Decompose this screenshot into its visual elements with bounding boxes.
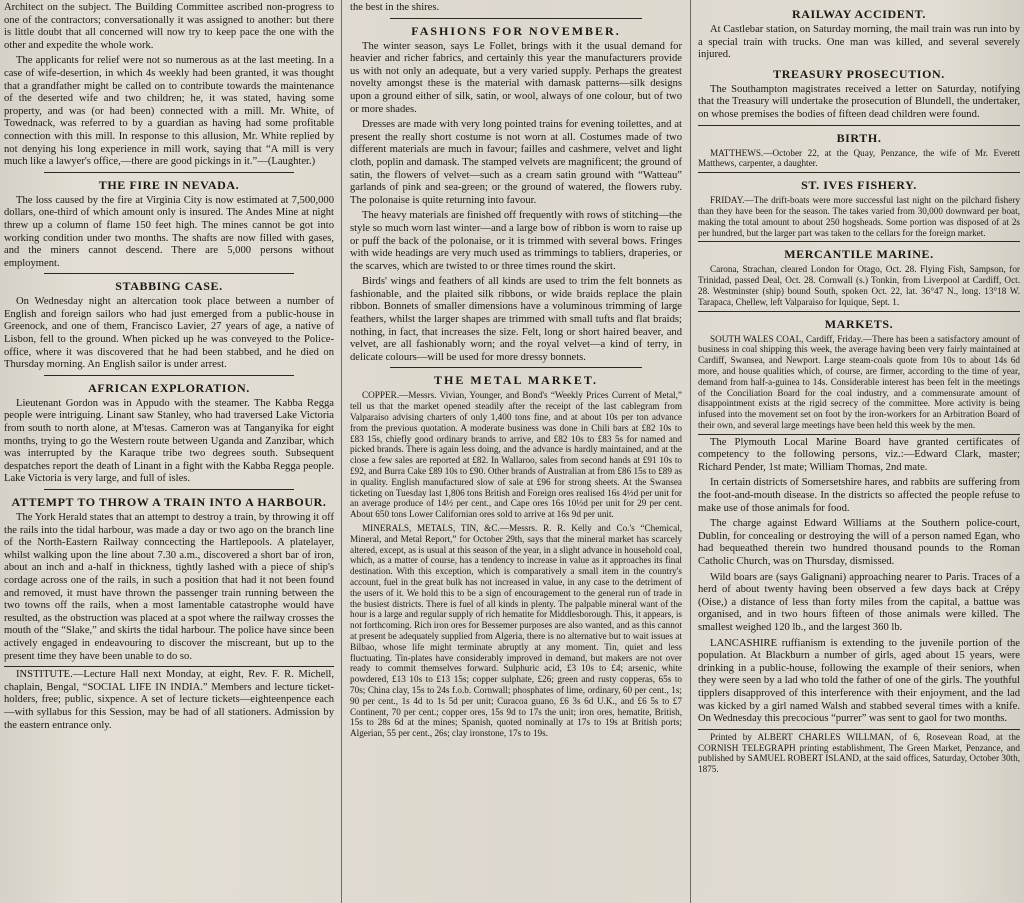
article-paragraph: The charge against Edward Williams at the Southern police-court, Dublin, for concealing or destroying the will of a person named Egan, who had bequeathed therein two hundred thousand pounds to the Roman Catholic Church, was on Thursday, dismissed. [698, 518, 1020, 568]
column-rule [690, 0, 691, 903]
article-paragraph: the best in the shires. [350, 2, 440, 13]
column-rule [341, 0, 342, 903]
article-paragraph: FRIDAY.—The drift-boats were more successful last night on the pilchard fishery than they have been for the season. The takes varied from 30,000 downward per boat, making the total amount to about 250 hogsheads. Some portion was disposed of at 2s per hundred, but the larger part was taken to the cellars for the foreign market. [698, 195, 1020, 238]
article-heading: BIRTH. [836, 130, 882, 145]
article-heading: ST. IVES FISHERY. [801, 178, 917, 193]
article-paragraph: The Plymouth Local Marine Board have granted certificates of competency to the following persons, viz.:—Edward Clark, master; Richard Pender, 1st mate; William Thomas, 2nd mate. [698, 436, 1020, 473]
article-paragraph: Carona, Strachan, cleared London for Otago, Oct. 28. Flying Fish, Sampson, for Trinidad, passed Deal, Oct. 28. Cornwall (s.) Tonkin, from Liverpool at Cardiff, Oct. 28. Westminster (ship) bound South, spoken Oct. 22, lat. 36°47 N., long. 13°18 W. Tarapaca, Chellew, left Valparaiso for Iquique, Sept. 1. [698, 264, 1020, 307]
section-divider [44, 172, 294, 173]
article-heading: FASHIONS FOR NOVEMBER. [411, 23, 621, 38]
article-paragraph: SOUTH WALES COAL, Cardiff, Friday.—There has been a satisfactory amount of business in coal shipping this week, the average having been very fairly maintained at Cardiff, Swansea, and Newport. Large steam-coals quote from 10s to about 14s 6d more, and house qualities which, of course, are firmer, according to the time of year, demand from half-a-guinea to 14s. Considerable interest has been felt in the meetings of the Conciliation Board for the coal industry, and a commensurate amount of disappointment exists at the rigid secrecy of the committee. More activity is being infused into the movement set on foot by the iron-workers for an Arbitration Board of their own, and several large meetings have been held this week by the men. [698, 333, 1020, 430]
article-heading: TREASURY PROSECUTION. [773, 66, 945, 81]
section-divider [44, 375, 294, 376]
section-divider [698, 729, 1020, 730]
article-paragraph: Lieutenant Gordon was in Appudo with the steamer. The Kabba Regga people were intriguing. Linant saw Stanley, who had traversed Lake Victoria from south to north alone, at M'tesas. Cameron was at Tanganyika for eight months, trying to go the Western route between Uganda and Zanzibar, which was interrupted by the Karaque tribe two degrees south. Subsequent despatches report the death of Linant in a fight with the Kabba Regga people. Lake Victoria is very large, and full of isles. [4, 397, 334, 485]
section-divider [698, 125, 1020, 126]
article-paragraph: The loss caused by the fire at Virginia City is now estimated at 7,500,000 dollars, one-third of which amount only is insured. The Andes Mine at night threw up a column of flame 150 feet high. The mines cannot be got into working condition under two months. The shafts are now filled with gases, and the miners cannot descend. There are 5,000 persons without employment. [4, 194, 334, 269]
section-divider [698, 311, 1020, 312]
section-divider [390, 367, 642, 368]
article-heading: MARKETS. [824, 316, 894, 331]
article-heading: AFRICAN EXPLORATION. [88, 380, 250, 395]
article-paragraph: MINERALS, METALS, TIN, &C.—Messrs. R. R. Kelly and Co.'s “Chemical, Mineral, and Metal Report,” for October 29th, says that the mineral market has scarcely altered, except, as is usual at this season of the year, in a slight advance in household coal, which, as a matter of course, has a tendency to increase in value as it approaches its final destination. With this exception, which is comparatively a small item in the country's account, fuel in the great bulk has not increased in value, in any case to the detriment of the users of it. We hold this to be a sign of encouragement to the general run of trade in the busiest districts. There is fuel of all kinds in plenty. The palpable mineral want of the hour is a large and regular supply of rich hematite for Middlesborough. This, it appears, is not forthcoming. Rich iron ores for Bessemer purposes are also wanted, and as this cannot at present be adequately supplied from Algeria, there is no alternative but to wait issues at Bilbao, whose life might terminate abruptly at any moment. Tin, quiet and less fluctuating. Tin-plates have considerably improved in demand, but makers are not over ready to commit themselves forward. Sulphuric acid, £3 10s to £4; arsenic, white powdered, £13 10s to £13 15s; copper sulphate, £26; green and rusty copperas, 65s to 70s; China clay, 15s to 24s f.o.b. Cornwall; phosphates of lime, ordinary, 60 per cent., 1s; 90 per cent., 1s 4d to 1s 5d per unit; Curacoa guano, £6 3s 6d U.K., and £6 5s to £7 Continent, 70 per cent.; copper ores, 15s 9d to 17s the unit; iron ores, hematite, British, 15s to 28s 6d at the mines; Spanish, quoted nominally at 17s to 19s at British ports; Algerian, 55 per cent., 26s; clay ironstone, 17s to 19s. [350, 523, 682, 739]
article-paragraph: On Wednesday night an altercation took place between a number of English and foreign sailors who had just emerged from a public-house in Greenock, and one of them, Francisco Lavier, 27 years of age, a native of Lisbon, fell to the ground. When picked up he was conveyed to the Police-office, where it was discovered that he had been stabbed, and he died on Thursday morning. An English sailor is under arrest. [4, 296, 334, 371]
article-heading: RAILWAY ACCIDENT. [791, 7, 926, 21]
article-paragraph: Architect on the subject. The Building Committee ascribed non-progress to one of the contractors; conversationally it was assigned to another: but there is little doubt that all concerned will now try to keep pace the one with the other and expedite the whole work. [4, 2, 334, 51]
article-paragraph: The Southampton magistrates received a letter on Saturday, notifying that the Treasury will undertake the prosecution of Blundell, the undertaker, on whose premises the bodies of fifteen dead children were found. [698, 83, 1020, 120]
article-heading: ATTEMPT TO THROW A TRAIN INTO A HARBOUR. [11, 495, 327, 509]
article-paragraph: At Castlebar station, on Saturday morning, the mail train was run into by a special train with trucks. One man was killed, and several severely injured. [698, 24, 1020, 61]
article-paragraph: The applicants for relief were not so numerous as at the last meeting. In a case of wife-desertion, in which 4s weekly had been granted, it was thought that a grandfather might be called on to contribute towards the maintenance of the deserted wife and two children; he, it was stated, having some property, and was (or had been) connected with a mill. Mr. White, of Towednack, was referred to by a guardian as having had some profitable connection with this mill. In response to this allusion, Mr. White replied by not denying his long experience in mill work, saying that “A mill is very much like a lawyer's office,—there are good pickings in it.”—(Laughter.) [4, 55, 334, 168]
section-divider [44, 273, 294, 274]
column-left [0, 0, 338, 903]
article-heading: THE FIRE IN NEVADA. [98, 177, 240, 192]
article-heading: STABBING CASE. [115, 279, 223, 294]
article-paragraph: INSTITUTE.—Lecture Hall next Monday, at eight, Rev. F. R. Michell, chaplain, Bengal, “SOCIAL LIFE IN INDIA.” Members and lecture ticket-holders, free; public, sixpence. A set of lecture tickets—eighteenpence each—with syllabus for this Session, may be had of all stationers. Admission by the eastern entrance only. [4, 669, 334, 731]
article-paragraph: LANCASHIRE ruffianism is extending to the juvenile portion of the population. At Blackburn a number of girls, aged about 15 years, were drinking in a public-house, following the example of their seniors, when they were seen by a lad who told the father of one of the girls. The youthful tipplers disapproved of this interference with their enjoyment, and the lad was kicked by a girl named Walsh and stabbed several times with a knife. On Wednesday this precocious “purrer” was sent to gaol for two months. [698, 637, 1020, 725]
column-right [694, 0, 1024, 903]
article-paragraph: The winter season, says Le Follet, brings with it the usual demand for heavier and richer fabrics, and certainly this year the manufacturers provide us with not only an adequate, but a very varied supply. Perhaps the greatest novelty amongst these is the material with damask patterns—silk designs upon a ground either of silk, satin, or wool, always of one colour, but of two or more shades. [350, 40, 682, 115]
article-paragraph: COPPER.—Messrs. Vivian, Younger, and Bond's “Weekly Prices Current of Metal,” tell us that the market opened steadily after the receipt of the last cablegram from Valparaiso advising charters of only 1,400 tons fine, and at about 10s per ton advance from the previous quotation. A moderate business was done in Chili bars at £82 10s to £83 15s, chiefly good ordinary brands to arrive, and £82 10s to £83 5s for named and picked brands. There is again less doing, and the advance is hardly maintained, and at the close a few sales are reported at £82. In Wallaroo, sales from second hands at £91 10s to £92, and Burra Cake £89 10s to £90. Other brands of Australian at from £86 15s to £89 as in quality. English manufactured slow of sale at £96 for strong sheets. At the Swansea ticketing on Tuesday last 1,806 tons British and Foreign ores realised 16s 4½d per unit for an average produce of 14½ per cent., and Cape ores 16s 10½d per unit for 29 per cent. About 650 tons Lower Californian ores sold to arrive at 16s 9d per unit. [350, 390, 682, 520]
article-paragraph: Birds' wings and feathers of all kinds are used to trim the felt bonnets as fashionable, and the plaited silk ribbons, or wide braids replace the plain ribbon. Bonnets of smaller dimensions have a voluminous trimming of large feathers, whilst the larger shapes are trimmed with small tufts and flat braids; nothing, in fact, that increases the size. Felt, long or short haired beaver, and velvet, are all fashionably worn; and the royal velvet—a kind of terry, in delicate colours—will be used for more dressy bonnets. [350, 276, 682, 363]
article-paragraph: MATTHEWS.—October 22, at the Quay, Penzance, the wife of Mr. Everett Matthews, carpenter, a daughter. [698, 147, 1020, 169]
article-paragraph: In certain districts of Somersetshire hares, and rabbits are suffering from the foot-and-mouth disease. In the districts so affected the people refuse to make use of those animals for food. [698, 477, 1020, 514]
section-divider [698, 172, 1020, 173]
section-divider [4, 666, 334, 667]
section-divider [698, 434, 1020, 435]
section-divider [390, 18, 642, 19]
article-paragraph: Wild boars are (says Galignani) approaching nearer to Paris. Traces of a herd of about twenty having been observed a few days back at Crépy (Oise,) a distance of less than forty miles from the capital, a battue was organised, and in two hours fifteen of those animals were killed. The smallest weighed 120 lb., and the largest 360 lb. [698, 571, 1020, 634]
section-divider [44, 489, 294, 490]
column-middle [346, 0, 686, 903]
article-heading: THE METAL MARKET. [434, 373, 598, 388]
article-paragraph: Dresses are made with very long pointed trains for evening toilettes, and at present the really short costume is not worn at all. Costumes made of two different materials are much in favour; failles and cashmere, velvet and light cloth, poplin and damask. The stamped velvets are magnificent; the ground of satin, the flowers of velvet—such as a cream satin ground with “Watteau” garlands of pink and sea-green; or the ground of watered, the flowers ruby. The polonaise is quite returning into favour. [350, 119, 682, 206]
article-paragraph: Printed by ALBERT CHARLES WILLMAN, of 6, Rosevean Road, at the CORNISH TELEGRAPH printing establishment, The Green Market, Penzance, and published by SAMUEL ROBERT ISLAND, at the said offices, Saturday, October 30th, 1875. [698, 731, 1020, 775]
section-divider [698, 241, 1020, 242]
article-paragraph: The York Herald states that an attempt to destroy a train, by throwing it off the rails into the tidal harbour, was made a day or two ago on the branch line of the North-Eastern Railway conncecting the Hartlepools. A platelayer, whilst walking upon the line about 7.30 a.m., discovered a short bar of iron, about an inch and a-half in thickness, tightly lashed with a piece of ship's cordage across one of the rails, in such a position that had it not been found and removed, it must have thrown the passenger train running between the two towns off the rails, when a most lamentable catastrophe would have resulted, as the obstruction was placed at a spot where the railway crosses the mouth of the “Slake,” and skirts the tidal harbour. The police have since been actively engaged in endeavouring to discover the miscreant, but up to the present time they have been unable to do so. [4, 512, 334, 662]
article-paragraph: The heavy materials are finished off frequently with rows of stitching—the style so much worn last winter—and a large bow of ribbon is worn to raise up or puff the back of the polonaise, or it is trimmed with several bows. Fringes with wide headings are very much used as trimmings to tabliers, draperies, or the scarves, which are twisted to or three times round the skirt. [350, 210, 682, 272]
article-heading: MERCANTILE MARINE. [784, 247, 934, 262]
